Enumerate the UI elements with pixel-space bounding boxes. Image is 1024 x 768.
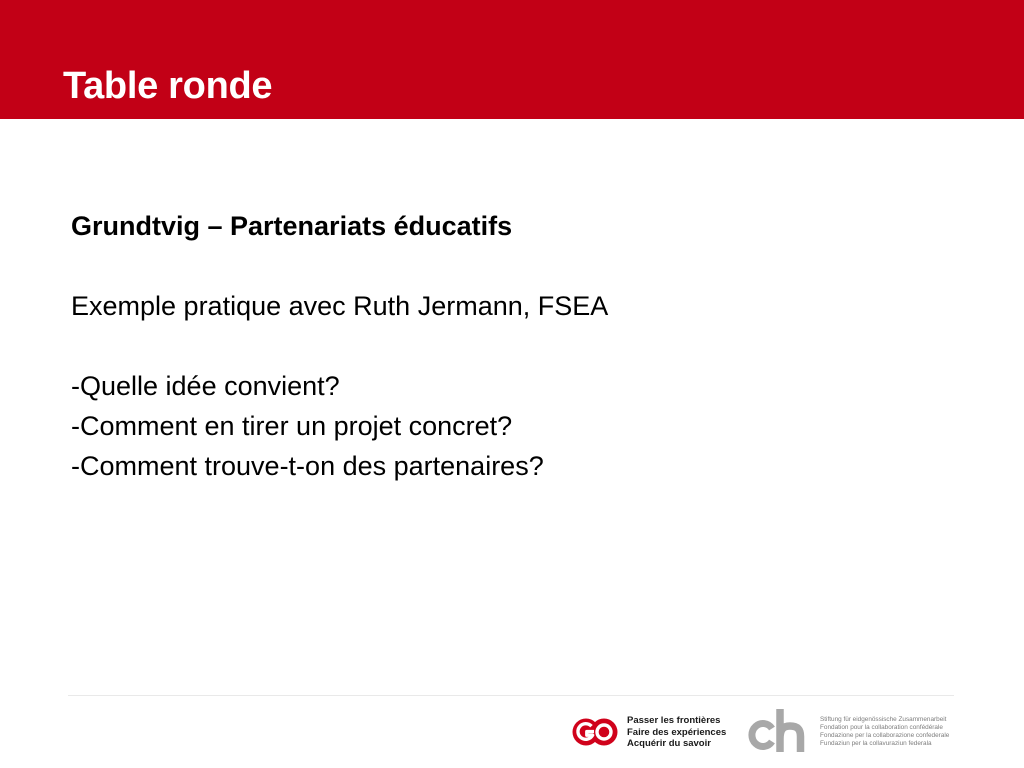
question-item: -Comment en tirer un projet concret? [71, 411, 513, 441]
title-banner [0, 0, 1024, 119]
question-item: -Comment trouve-t-on des partenaires? [71, 451, 544, 481]
ch-logo-line: Fondazione per la collaborazione confederale [820, 732, 950, 739]
question-item: -Quelle idée convient? [71, 371, 340, 401]
spacer [71, 326, 951, 366]
go-logo-text [627, 715, 726, 750]
go-logo-line: Passer les frontières [627, 715, 721, 726]
body-example-line: Exemple pratique avec Ruth Jermann, FSEA [71, 291, 609, 321]
slide-body [71, 206, 951, 486]
go-logo-line: Acquérir du savoir [627, 738, 711, 749]
body-heading: Grundtvig – Partenariats éducatifs [71, 211, 513, 241]
footer-divider [68, 695, 954, 696]
slide-title: Table ronde [63, 65, 273, 107]
go-logo-icon [571, 713, 619, 751]
go-logo-line: Faire des expériences [627, 726, 727, 738]
ch-logo-text [820, 716, 949, 748]
spacer [71, 246, 951, 286]
ch-logo-line: Fondation pour la collaboration confédérale [820, 724, 943, 731]
ch-logo-line: Stiftung für eidgenössische Zusammenarbeit [820, 716, 947, 723]
ch-logo-line: Fundaziun per la collavuraziun federala [820, 740, 932, 747]
ch-logo-icon [745, 707, 809, 753]
